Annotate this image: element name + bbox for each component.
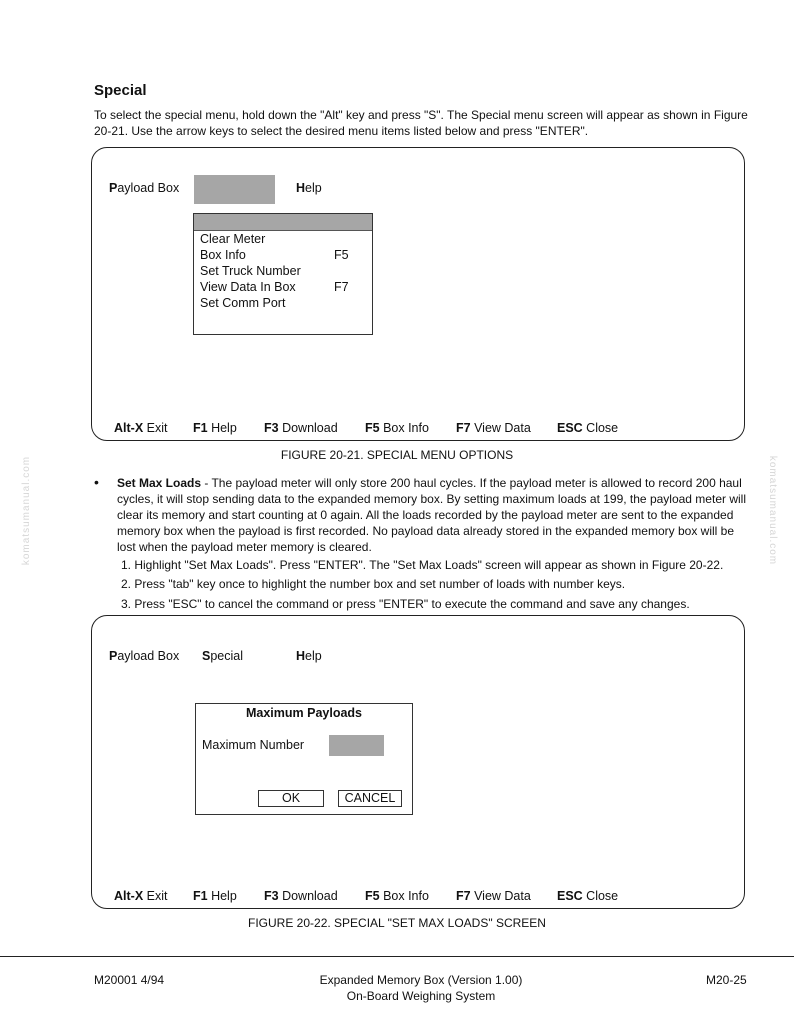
dropdown-item-box-info[interactable]: Box Info: [200, 248, 246, 262]
menu-help-label: elp: [305, 649, 322, 663]
fkey-key: F1: [193, 889, 208, 903]
footer-title-line1: Expanded Memory Box (Version 1.00): [319, 973, 523, 987]
menu-special-highlighted[interactable]: [194, 175, 275, 204]
fkey-f5[interactable]: [365, 421, 429, 435]
fkey-label: Exit: [143, 421, 168, 435]
footer-title-line2: On-Board Weighing System: [346, 989, 496, 1003]
fkey-alt-x[interactable]: [114, 889, 167, 903]
fkey-alt-x[interactable]: [114, 421, 167, 435]
fkey-label: Download: [278, 421, 338, 435]
dropdown-item-set-comm-port[interactable]: Set Comm Port: [200, 296, 286, 310]
dropdown-shortcut-f7: F7: [334, 280, 349, 294]
menu-help-label: elp: [305, 181, 322, 195]
dialog-title: Maximum Payloads: [245, 706, 362, 720]
menu-special-label: pecial: [210, 649, 244, 663]
bullet-body: - The payload meter will only store 200 haul cycles. If the payload meter is allowed to record 200 haul cycles, it will stop sending data to the expanded memory box. By setting maximum loads at 199, the payload meter will clear its memory and start counting at 0 again. All the loads recorded by the payload meter are sent to the expanded memory box when the payload is first recorded. No payload data already stored in the expanded memory box will be lost when the payload meter memory is cleared.: [117, 476, 746, 554]
fkey-label: Help: [207, 889, 237, 903]
fkey-f1[interactable]: [193, 421, 237, 435]
fkey-f1[interactable]: [193, 889, 237, 903]
step-3: 3. Press "ESC" to cancel the command or press "ENTER" to execute the command and save any changes.: [121, 597, 690, 611]
fkey-key: ESC: [557, 889, 583, 903]
fkey-key: F3: [264, 889, 279, 903]
menu-payload-box[interactable]: [109, 649, 179, 663]
menu-special-hotkey: S: [202, 649, 211, 663]
dropdown-item-set-truck-number[interactable]: Set Truck Number: [200, 264, 301, 278]
fkey-label: Box Info: [379, 889, 429, 903]
ok-button[interactable]: OK: [258, 790, 324, 807]
fkey-f7[interactable]: [456, 421, 531, 435]
fkey-key: F7: [456, 421, 471, 435]
maximum-number-input[interactable]: [329, 735, 384, 756]
fkey-key: ESC: [557, 421, 583, 435]
dropdown-item-clear-meter[interactable]: Clear Meter: [200, 232, 266, 246]
watermark-right: komatsumanual.com: [767, 455, 779, 566]
maximum-number-label: Maximum Number: [202, 738, 305, 752]
dropdown-shortcut-f5: F5: [334, 248, 349, 262]
fkey-label: Exit: [143, 889, 168, 903]
dropdown-highlight-bar[interactable]: [194, 214, 372, 231]
set-max-loads-screen: [91, 615, 745, 909]
menu-payload-box-label: ayload Box: [117, 649, 180, 663]
set-max-loads-description: [117, 475, 750, 555]
fkey-key: F3: [264, 421, 279, 435]
special-menu-screen: [91, 147, 745, 441]
menu-payload-box-hotkey: P: [109, 649, 118, 663]
fkey-f5[interactable]: [365, 889, 429, 903]
menu-payload-box-label: ayload Box: [117, 181, 180, 195]
fkey-f3[interactable]: [264, 421, 338, 435]
maximum-payloads-dialog: [195, 703, 413, 815]
fkey-key: F5: [365, 421, 380, 435]
menu-help[interactable]: [296, 181, 322, 195]
fkey-key: Alt-X: [114, 421, 144, 435]
footer-page-number: M20-25: [706, 973, 747, 987]
fkey-esc[interactable]: [557, 889, 618, 903]
fkey-label: View Data: [470, 421, 531, 435]
watermark-left: komatsumanual.com: [21, 455, 33, 566]
fkey-label: Download: [278, 889, 338, 903]
fkey-f3[interactable]: [264, 889, 338, 903]
fkey-label: View Data: [470, 889, 531, 903]
fkey-label: Box Info: [379, 421, 429, 435]
footer-doc-number: M20001 4/94: [94, 973, 165, 987]
fkey-key: F1: [193, 421, 208, 435]
figure-20-21-caption: FIGURE 20-21. SPECIAL MENU OPTIONS: [280, 448, 514, 462]
fkey-key: F7: [456, 889, 471, 903]
bullet-term: Set Max Loads: [117, 476, 202, 490]
bullet-dot: •: [94, 474, 99, 490]
fkey-key: F5: [365, 889, 380, 903]
fkey-esc[interactable]: [557, 421, 618, 435]
special-dropdown-menu: [193, 213, 373, 335]
menu-payload-box[interactable]: [109, 181, 179, 195]
fkey-label: Close: [582, 889, 619, 903]
fkey-f7[interactable]: [456, 889, 531, 903]
fkey-key: Alt-X: [114, 889, 144, 903]
step-1: 1. Highlight "Set Max Loads". Press "ENTER". The "Set Max Loads" screen will appear as shown in Figure 20-22.: [121, 558, 724, 572]
dropdown-item-view-data-in-box[interactable]: View Data In Box: [200, 280, 296, 294]
menu-help-hotkey: H: [296, 181, 306, 195]
cancel-button[interactable]: CANCEL: [338, 790, 402, 807]
step-2: 2. Press "tab" key once to highlight the number box and set number of loads with number keys.: [121, 577, 626, 591]
fkey-label: Help: [207, 421, 237, 435]
menu-special[interactable]: [202, 649, 243, 663]
footer-divider: [0, 956, 794, 957]
menu-payload-box-hotkey: P: [109, 181, 118, 195]
fkey-label: Close: [582, 421, 619, 435]
menu-help-hotkey: H: [296, 649, 306, 663]
intro-paragraph: To select the special menu, hold down the "Alt" key and press "S". The Special menu screen will appear as shown in Figure 20-21. Use the arrow keys to select the desired menu items listed below and press "ENTER".: [94, 108, 748, 138]
figure-20-22-caption: FIGURE 20-22. SPECIAL "SET MAX LOADS" SCREEN: [248, 916, 546, 930]
menu-help[interactable]: [296, 649, 322, 663]
section-title: Special: [94, 82, 147, 99]
